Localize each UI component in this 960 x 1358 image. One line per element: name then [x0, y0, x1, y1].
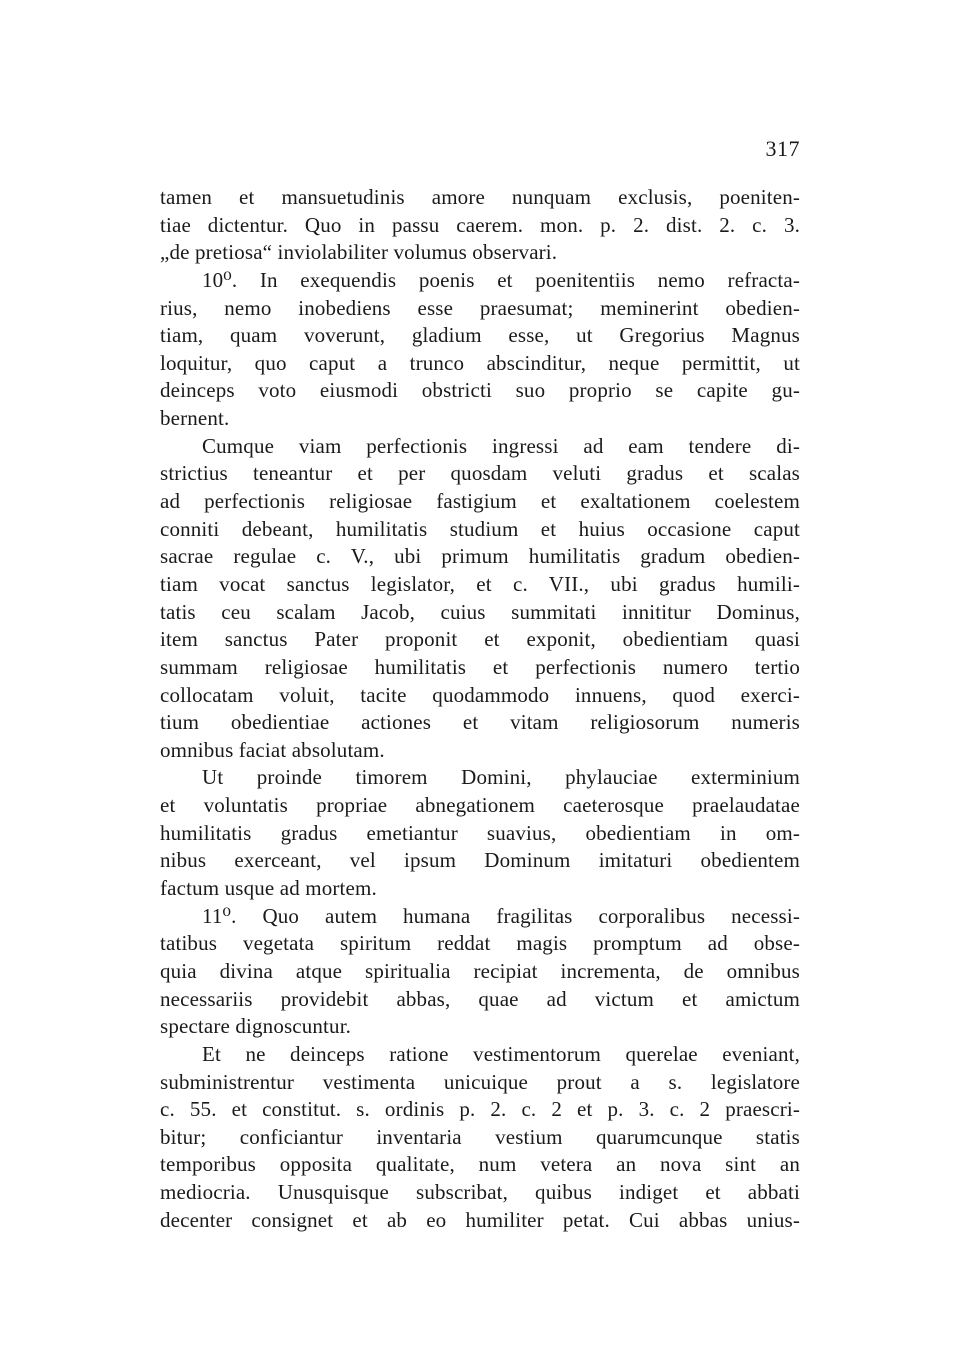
text-line: tiam vocat sanctus legislator, et c. VII., ubi gradus humili- [160, 571, 800, 596]
text-line: ad perfectionis religiosae fastigium et exaltationem coelestem [160, 489, 800, 514]
text-line: summam religiosae humilitatis et perfectionis numero tertio [160, 654, 800, 679]
text-line: bitur; conficiantur inventaria vestium quarumcunque statis [160, 1124, 800, 1149]
text-line: conniti debeant, humilitatis studium et huius occasione caput [160, 516, 800, 541]
text-line: tiam, quam voverunt, gladium esse, ut Gregorius Magnus [160, 323, 800, 348]
text-line: spectare dignoscuntur. [160, 1014, 352, 1039]
text-line: subministrentur vestimenta unicuique prout a s. legislatore [160, 1069, 800, 1094]
text-line: deinceps voto eiusmodi obstricti suo proprio se capite gu- [160, 378, 800, 403]
text-line: sacrae regulae c. V., ubi primum humilitatis gradum obedien- [160, 544, 800, 569]
text-line: „de pretiosa“ inviolabiliter volumus observari. [160, 240, 558, 265]
text-line: quia divina atque spiritualia recipiat incrementa, de omnibus [160, 958, 800, 983]
text-line: tatis ceu scalam Jacob, cuius summitati innititur Dominus, [160, 599, 800, 624]
text-line: et voluntatis propriae abnegationem caeterosque praelaudatae [160, 793, 800, 818]
text-line: Ut proinde timorem Domini, phylauciae exterminium [202, 765, 800, 790]
body-text [160, 184, 800, 1234]
text-line: nibus exerceant, vel ipsum Dominum imitaturi obedientem [160, 848, 800, 873]
text-line: c. 55. et constitut. s. ordinis p. 2. c. 2 et p. 3. c. 2 praescri- [160, 1097, 800, 1122]
text-line: collocatam voluit, tacite quodammodo innuens, quod exerci- [160, 682, 800, 707]
text-line: strictius teneantur et per quosdam veluti gradus et scalas [160, 461, 800, 486]
text-line: Et ne deinceps ratione vestimentorum querelae eveniant, [202, 1041, 800, 1066]
text-line: decenter consignet et ab eo humiliter petat. Cui abbas unius- [160, 1207, 800, 1232]
text-line: item sanctus Pater proponit et exponit, obedientiam quasi [160, 627, 800, 652]
text-line: tatibus vegetata spiritum reddat magis promptum ad obse- [160, 931, 800, 956]
text-line: omnibus faciat absolutam. [160, 737, 385, 762]
page-number: 317 [765, 136, 800, 161]
text-line: humilitatis gradus emetiantur suavius, obedientiam in om- [160, 820, 800, 845]
text-line: necessariis providebit abbas, quae ad victum et amictum [160, 986, 800, 1011]
text-line: tium obedientiae actiones et vitam religiosorum numeris [160, 710, 800, 735]
text-line: mediocria. Unusquisque subscribat, quibus indiget et abbati [160, 1180, 800, 1205]
text-line: bernent. [160, 406, 230, 431]
text-line: 10⁰. In exequendis poenis et poenitentiis nemo refracta- [202, 267, 800, 292]
text-line: 11⁰. Quo autem humana fragilitas corporalibus necessi- [202, 903, 800, 928]
text-line: rius, nemo inobediens esse praesumat; meminerint obedien- [160, 295, 800, 320]
text-line: Cumque viam perfectionis ingressi ad eam tendere di- [202, 433, 800, 458]
text-line: loquitur, quo caput a trunco abscinditur, neque permittit, ut [160, 350, 800, 375]
text-line: factum usque ad mortem. [160, 876, 377, 901]
text-line: tamen et mansuetudinis amore nunquam exclusis, poeniten- [160, 185, 800, 209]
text-line: temporibus opposita qualitate, num vetera an nova sint an [160, 1152, 800, 1177]
text-line: tiae dictentur. Quo in passu caerem. mon. p. 2. dist. 2. c. 3. [160, 212, 800, 237]
